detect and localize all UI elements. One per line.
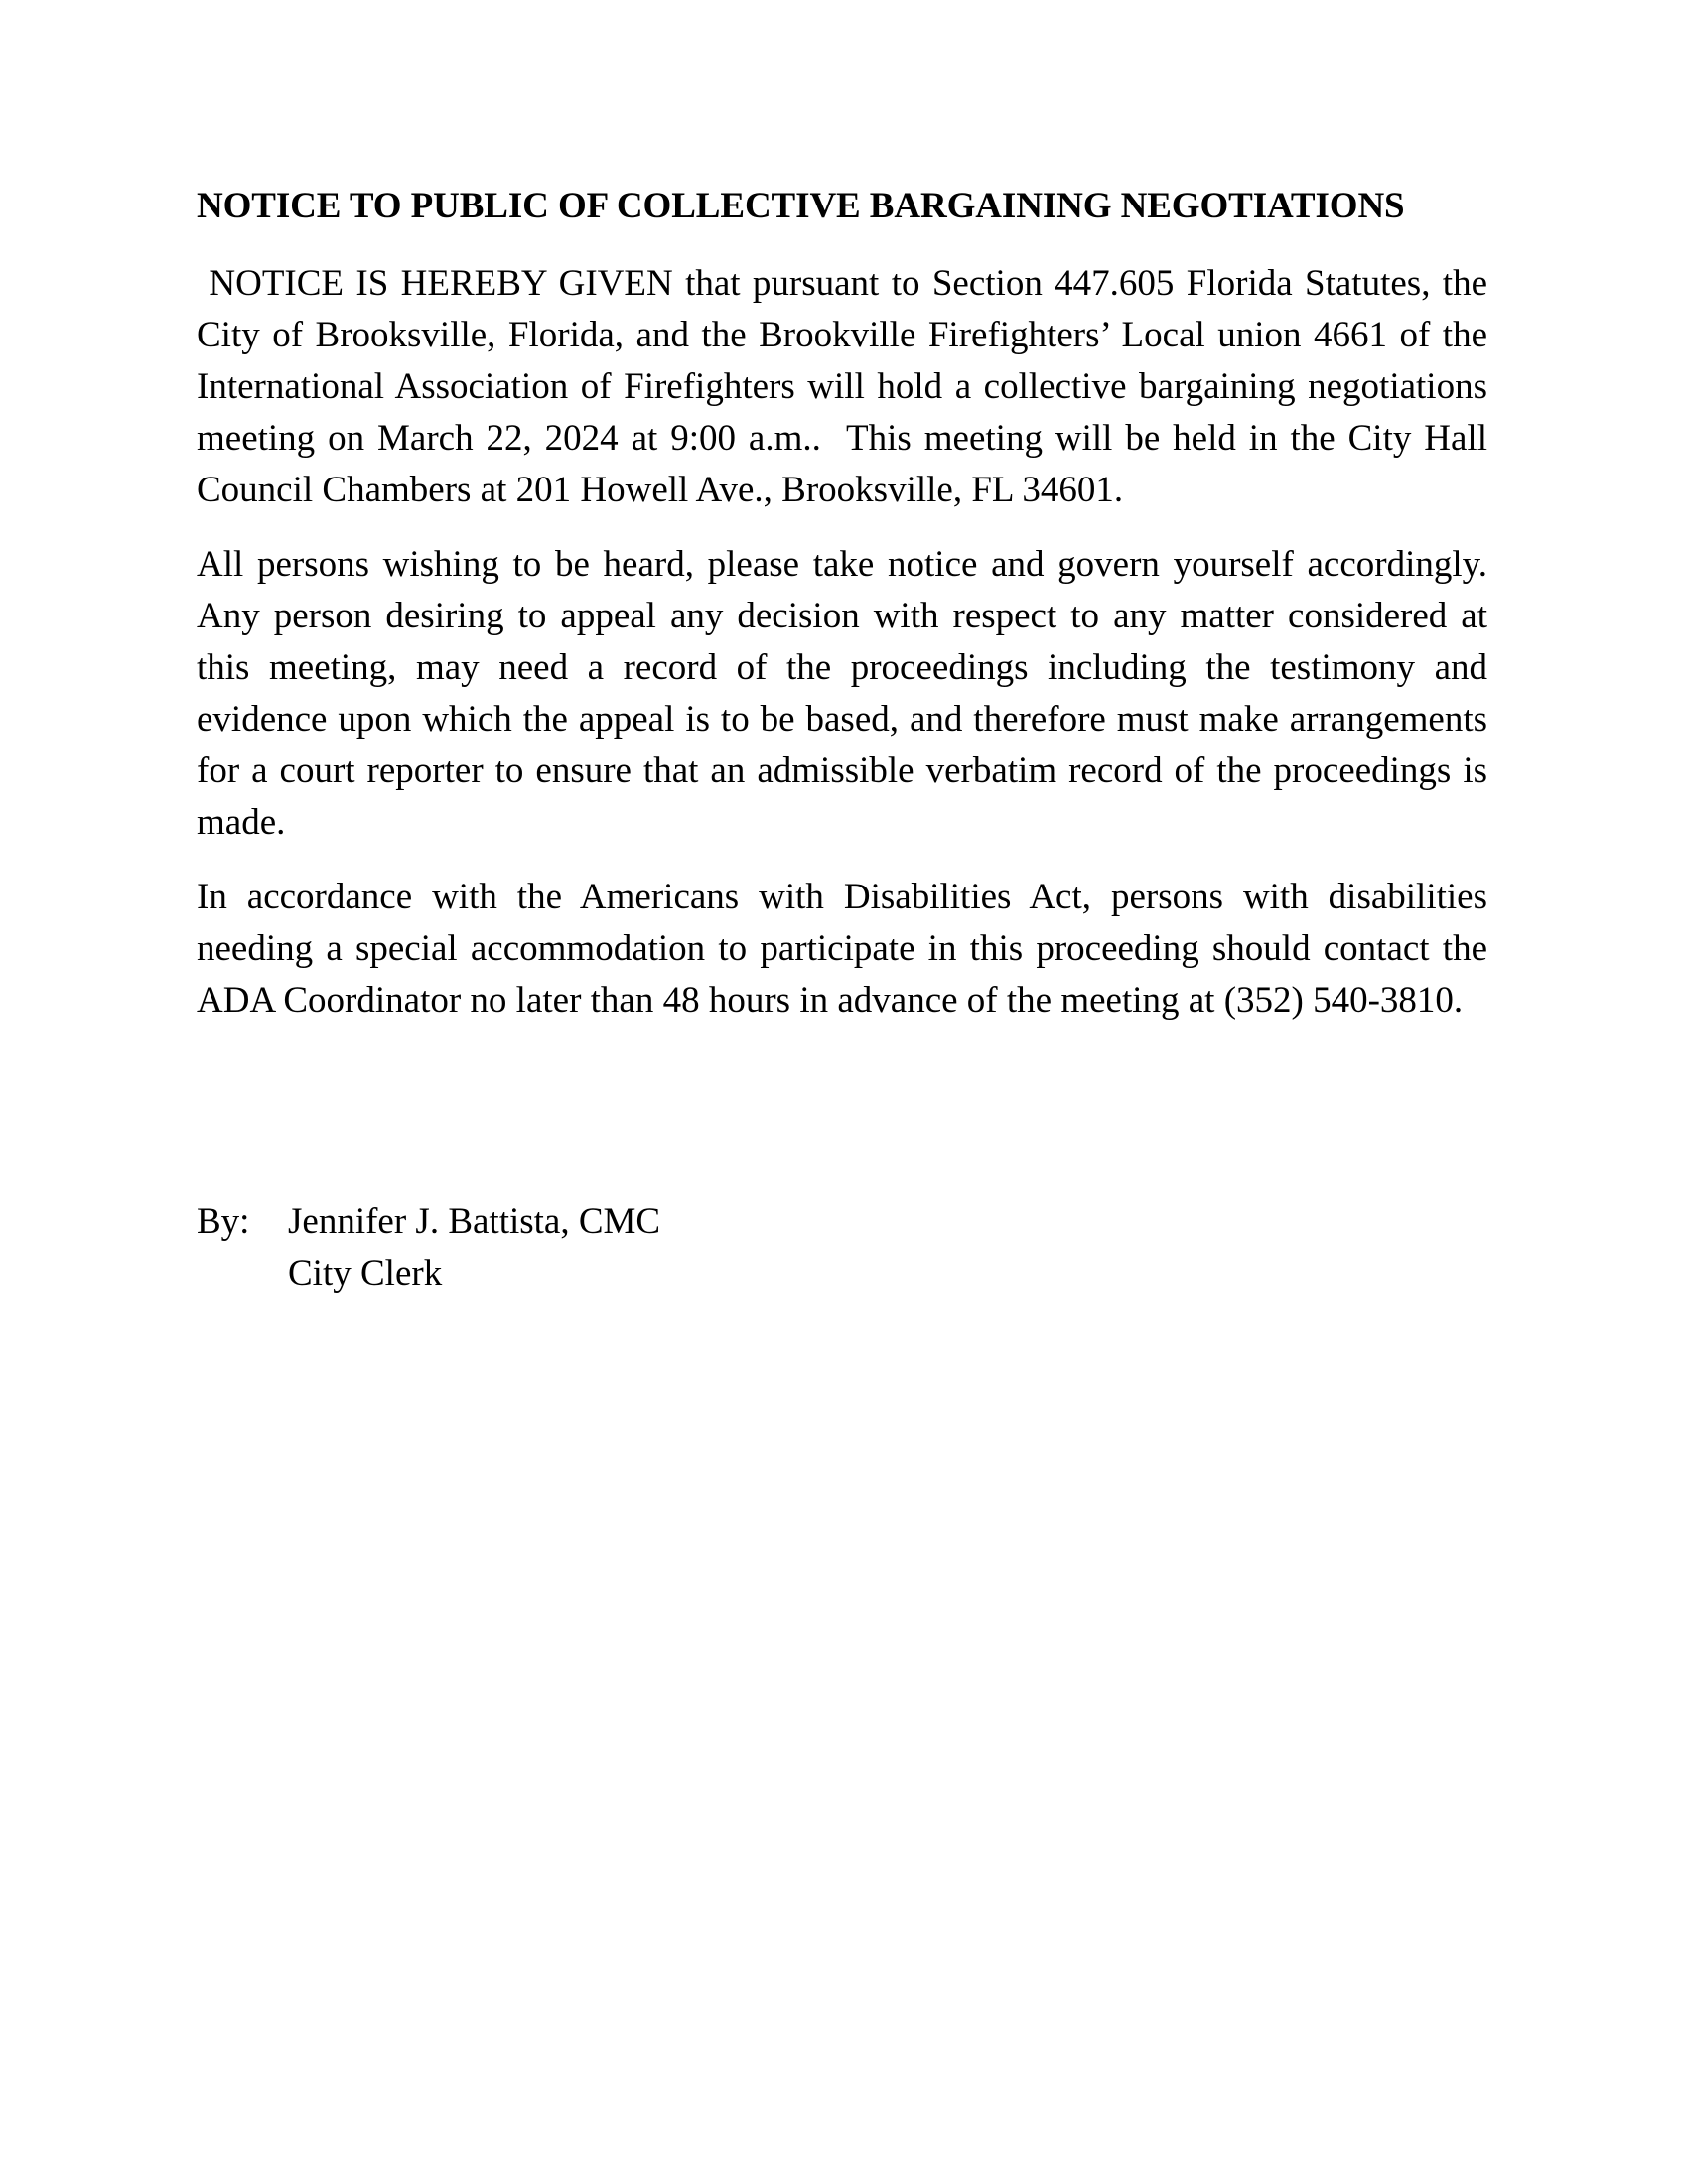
- page-title: NOTICE TO PUBLIC OF COLLECTIVE BARGAINING NEGOTIATIONS: [197, 186, 1405, 226]
- signature-by-label: By:: [197, 1201, 250, 1242]
- paragraph-ada-accommodation: In accordance with the Americans with Disabilities Act, persons with disabilities needing a special accommodation to participate in this proceeding should contact the ADA Coordinator no later than 48 hours in advance of the meeting at (352) 540-3810.: [197, 876, 1497, 1021]
- paragraph-notice-given: NOTICE IS HEREBY GIVEN that pursuant to Section 447.605 Florida Statutes, the City of Brooksville, Florida, and the Brookville Firefighters’ Local union 4661 of the International Association of Firefighters will hold a collective bargaining negotiations meeting on March 22, 2024 at 9:00 a.m.. This meeting will be held in the City Hall Council Chambers at 201 Howell Ave., Brooksville, FL 34601.: [197, 262, 1497, 510]
- document-body: [197, 185, 1497, 1026]
- signature-name: Jennifer J. Battista, CMC: [288, 1201, 661, 1242]
- paragraph-appeal-record: All persons wishing to be heard, please take notice and govern yourself accordingly. Any person desiring to appeal any decision with respect to any matter considered at this meeting, may need a record of the proceedings including the testimony and evidence upon which the appeal is to be based, and therefore must make arrangements for a court reporter to ensure that an admissible verbatim record of the proceedings is made.: [197, 543, 1497, 843]
- signature-title: City Clerk: [288, 1253, 443, 1294]
- signature-name-row: [197, 1196, 1090, 1248]
- signature-block: [197, 1196, 1090, 1299]
